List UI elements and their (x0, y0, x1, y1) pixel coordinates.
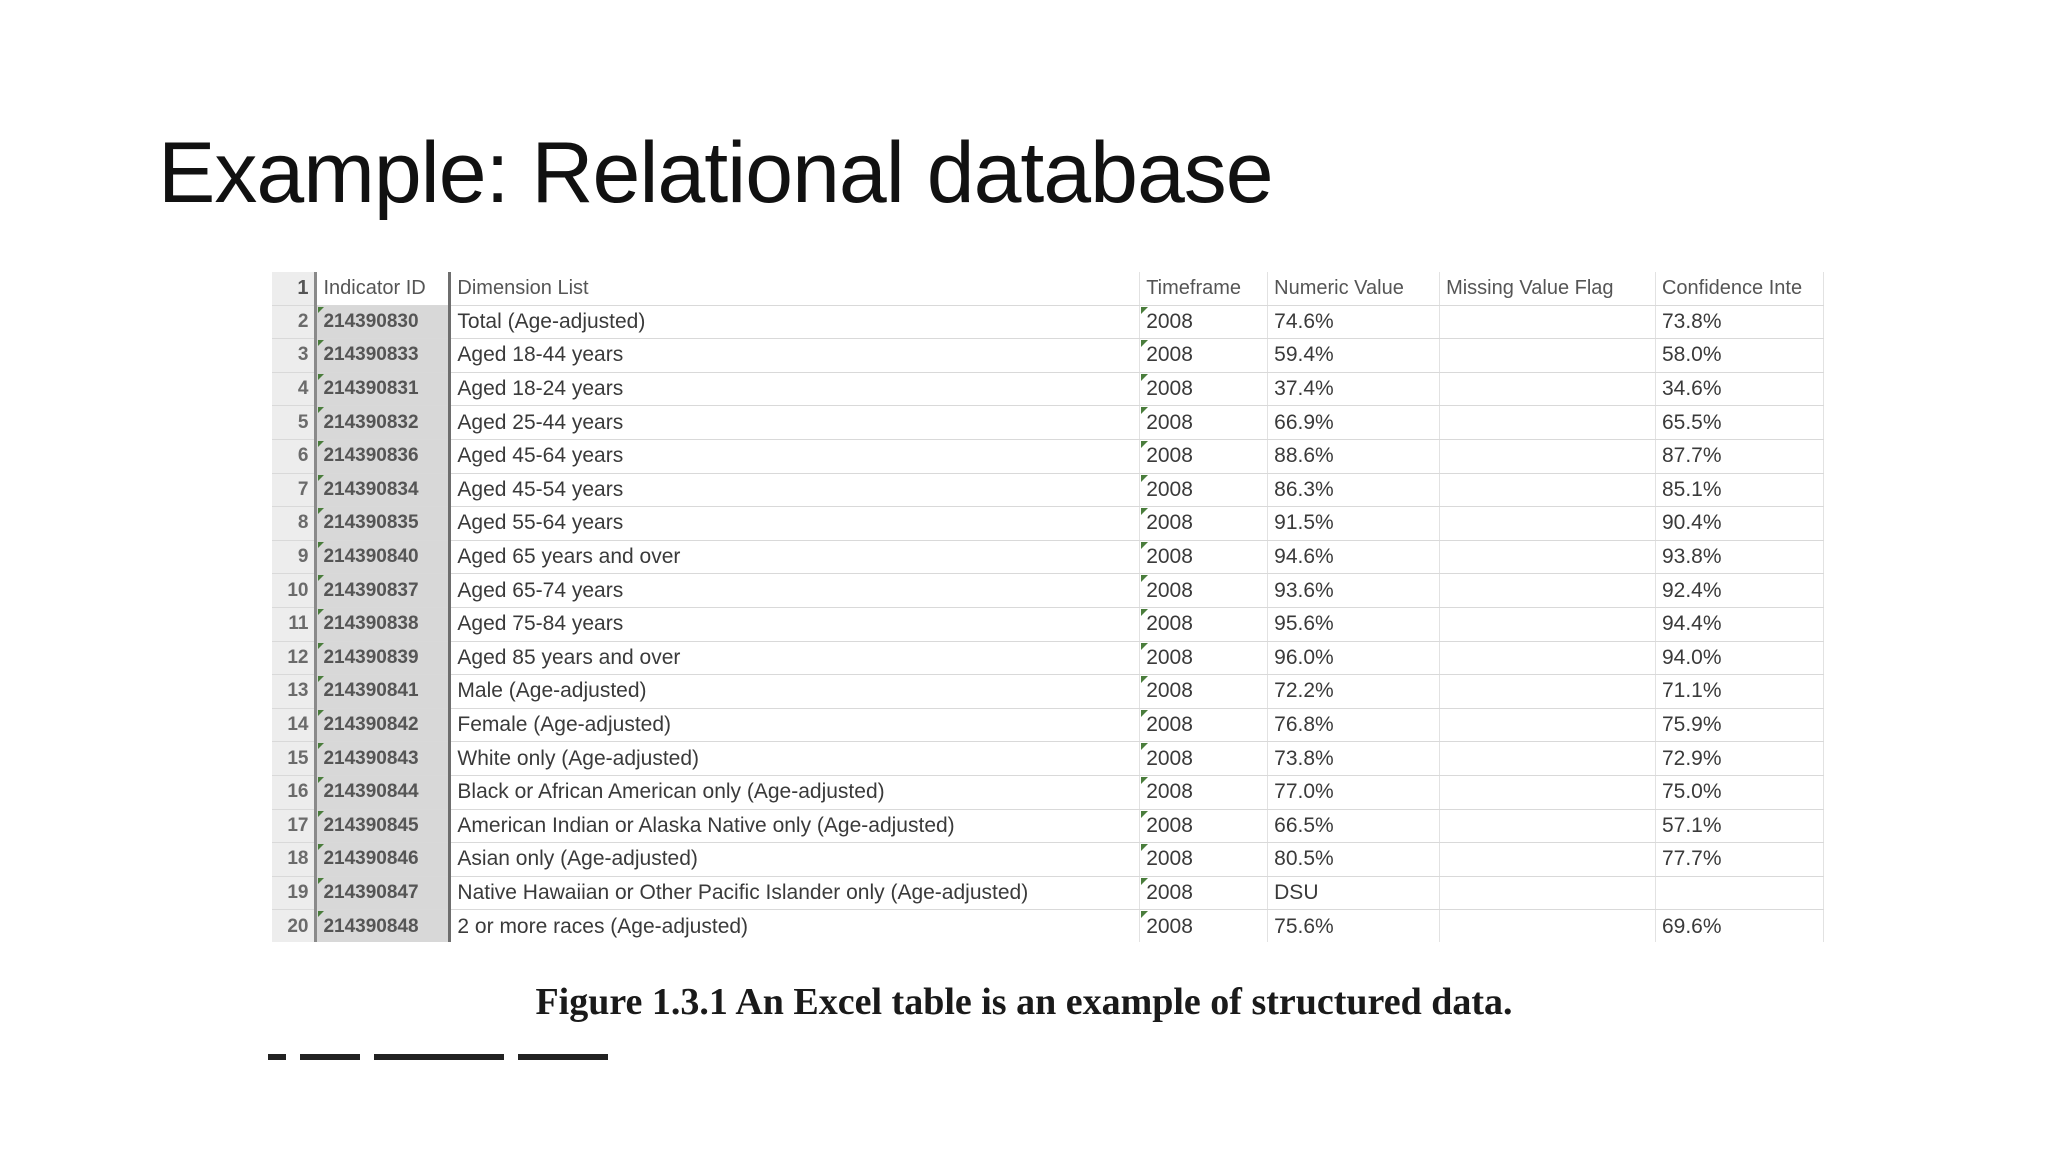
missing-value-flag-cell (1440, 708, 1656, 742)
missing-value-flag-cell (1440, 775, 1656, 809)
indicator-id-cell: 214390837 (316, 574, 450, 608)
timeframe-cell: 2008 (1140, 406, 1268, 440)
table-row (272, 507, 1824, 541)
dimension-cell: Asian only (Age-adjusted) (450, 843, 1140, 877)
dimension-cell: Female (Age-adjusted) (450, 708, 1140, 742)
column-header-missing-value-flag: Missing Value Flag (1440, 272, 1656, 305)
missing-value-flag-cell (1440, 473, 1656, 507)
table-row (272, 607, 1824, 641)
table-row (272, 809, 1824, 843)
slide-title: Example: Relational database (158, 125, 1273, 221)
table-row (272, 876, 1824, 910)
spreadsheet-figure (272, 272, 1824, 942)
row-number: 10 (272, 574, 316, 608)
timeframe-cell: 2008 (1140, 708, 1268, 742)
missing-value-flag-cell (1440, 876, 1656, 910)
dimension-cell: Aged 25-44 years (450, 406, 1140, 440)
column-header-dimension-list: Dimension List (450, 272, 1140, 305)
numeric-value-cell: 75.6% (1268, 910, 1440, 942)
numeric-value-cell: 88.6% (1268, 439, 1440, 473)
column-header-indicator-id: Indicator ID (316, 272, 450, 305)
timeframe-cell: 2008 (1140, 305, 1268, 339)
header-row (272, 272, 1824, 305)
missing-value-flag-cell (1440, 372, 1656, 406)
dimension-cell: Aged 85 years and over (450, 641, 1140, 675)
cropped-text-fragment (268, 1054, 688, 1062)
timeframe-cell: 2008 (1140, 473, 1268, 507)
numeric-value-cell: 37.4% (1268, 372, 1440, 406)
missing-value-flag-cell (1440, 339, 1656, 373)
indicator-id-cell: 214390836 (316, 439, 450, 473)
indicator-id-cell: 214390843 (316, 742, 450, 776)
missing-value-flag-cell (1440, 305, 1656, 339)
column-header-timeframe: Timeframe (1140, 272, 1268, 305)
indicator-id-cell: 214390842 (316, 708, 450, 742)
indicator-id-cell: 214390846 (316, 843, 450, 877)
row-number: 4 (272, 372, 316, 406)
table-row (272, 775, 1824, 809)
confidence-interval-cell: 93.8% (1655, 540, 1823, 574)
table-row (272, 641, 1824, 675)
numeric-value-cell: 94.6% (1268, 540, 1440, 574)
confidence-interval-cell: 87.7% (1655, 439, 1823, 473)
numeric-value-cell: 77.0% (1268, 775, 1440, 809)
row-number: 9 (272, 540, 316, 574)
row-number: 18 (272, 843, 316, 877)
timeframe-cell: 2008 (1140, 910, 1268, 942)
row-number: 17 (272, 809, 316, 843)
dimension-cell: Aged 45-54 years (450, 473, 1140, 507)
column-header-confidence-interval: Confidence Inte (1655, 272, 1823, 305)
dimension-cell: Aged 65 years and over (450, 540, 1140, 574)
indicator-id-cell: 214390847 (316, 876, 450, 910)
timeframe-cell: 2008 (1140, 775, 1268, 809)
indicator-id-cell: 214390830 (316, 305, 450, 339)
timeframe-cell: 2008 (1140, 339, 1268, 373)
timeframe-cell: 2008 (1140, 574, 1268, 608)
numeric-value-cell: 95.6% (1268, 607, 1440, 641)
table-row (272, 910, 1824, 942)
confidence-interval-cell: 92.4% (1655, 574, 1823, 608)
table-row (272, 406, 1824, 440)
timeframe-cell: 2008 (1140, 876, 1268, 910)
confidence-interval-cell: 94.4% (1655, 607, 1823, 641)
table-row (272, 439, 1824, 473)
confidence-interval-cell: 57.1% (1655, 809, 1823, 843)
missing-value-flag-cell (1440, 843, 1656, 877)
confidence-interval-cell (1655, 876, 1823, 910)
confidence-interval-cell: 65.5% (1655, 406, 1823, 440)
indicator-id-cell: 214390838 (316, 607, 450, 641)
indicator-id-cell: 214390835 (316, 507, 450, 541)
row-number: 3 (272, 339, 316, 373)
timeframe-cell: 2008 (1140, 742, 1268, 776)
row-number: 13 (272, 675, 316, 709)
row-number: 15 (272, 742, 316, 776)
dimension-cell: Male (Age-adjusted) (450, 675, 1140, 709)
row-number: 5 (272, 406, 316, 440)
confidence-interval-cell: 73.8% (1655, 305, 1823, 339)
indicator-id-cell: 214390840 (316, 540, 450, 574)
row-number: 8 (272, 507, 316, 541)
row-number: 20 (272, 910, 316, 942)
confidence-interval-cell: 58.0% (1655, 339, 1823, 373)
indicator-id-cell: 214390833 (316, 339, 450, 373)
spreadsheet-table (272, 272, 1824, 942)
missing-value-flag-cell (1440, 439, 1656, 473)
row-number: 11 (272, 607, 316, 641)
dimension-cell: Black or African American only (Age-adjusted) (450, 775, 1140, 809)
indicator-id-cell: 214390831 (316, 372, 450, 406)
missing-value-flag-cell (1440, 540, 1656, 574)
missing-value-flag-cell (1440, 607, 1656, 641)
numeric-value-cell: 76.8% (1268, 708, 1440, 742)
figure-caption: Figure 1.3.1 An Excel table is an example of structured data. (535, 981, 1513, 1023)
numeric-value-cell: 66.5% (1268, 809, 1440, 843)
dimension-cell: Aged 75-84 years (450, 607, 1140, 641)
dimension-cell: American Indian or Alaska Native only (Age-adjusted) (450, 809, 1140, 843)
table-row (272, 305, 1824, 339)
indicator-id-cell: 214390848 (316, 910, 450, 942)
indicator-id-cell: 214390845 (316, 809, 450, 843)
numeric-value-cell: 86.3% (1268, 473, 1440, 507)
column-header-numeric-value: Numeric Value (1268, 272, 1440, 305)
missing-value-flag-cell (1440, 406, 1656, 440)
table-row (272, 708, 1824, 742)
dimension-cell: Aged 45-64 years (450, 439, 1140, 473)
confidence-interval-cell: 85.1% (1655, 473, 1823, 507)
dimension-cell: Aged 65-74 years (450, 574, 1140, 608)
table-row (272, 574, 1824, 608)
numeric-value-cell: DSU (1268, 876, 1440, 910)
timeframe-cell: 2008 (1140, 843, 1268, 877)
confidence-interval-cell: 71.1% (1655, 675, 1823, 709)
missing-value-flag-cell (1440, 641, 1656, 675)
missing-value-flag-cell (1440, 675, 1656, 709)
indicator-id-cell: 214390832 (316, 406, 450, 440)
confidence-interval-cell: 75.0% (1655, 775, 1823, 809)
indicator-id-cell: 214390839 (316, 641, 450, 675)
missing-value-flag-cell (1440, 742, 1656, 776)
indicator-id-cell: 214390841 (316, 675, 450, 709)
table-row (272, 540, 1824, 574)
timeframe-cell: 2008 (1140, 507, 1268, 541)
missing-value-flag-cell (1440, 809, 1656, 843)
dimension-cell: White only (Age-adjusted) (450, 742, 1140, 776)
dimension-cell: Total (Age-adjusted) (450, 305, 1140, 339)
confidence-interval-cell: 77.7% (1655, 843, 1823, 877)
dimension-cell: Native Hawaiian or Other Pacific Islander only (Age-adjusted) (450, 876, 1140, 910)
dimension-cell: 2 or more races (Age-adjusted) (450, 910, 1140, 942)
numeric-value-cell: 74.6% (1268, 305, 1440, 339)
numeric-value-cell: 80.5% (1268, 843, 1440, 877)
row-number: 16 (272, 775, 316, 809)
numeric-value-cell: 91.5% (1268, 507, 1440, 541)
timeframe-cell: 2008 (1140, 675, 1268, 709)
numeric-value-cell: 59.4% (1268, 339, 1440, 373)
row-number: 1 (272, 272, 316, 305)
numeric-value-cell: 66.9% (1268, 406, 1440, 440)
timeframe-cell: 2008 (1140, 439, 1268, 473)
table-row (272, 675, 1824, 709)
confidence-interval-cell: 75.9% (1655, 708, 1823, 742)
numeric-value-cell: 73.8% (1268, 742, 1440, 776)
numeric-value-cell: 93.6% (1268, 574, 1440, 608)
confidence-interval-cell: 34.6% (1655, 372, 1823, 406)
table-row (272, 473, 1824, 507)
confidence-interval-cell: 69.6% (1655, 910, 1823, 942)
confidence-interval-cell: 72.9% (1655, 742, 1823, 776)
timeframe-cell: 2008 (1140, 372, 1268, 406)
dimension-cell: Aged 18-44 years (450, 339, 1140, 373)
table-row (272, 339, 1824, 373)
dimension-cell: Aged 55-64 years (450, 507, 1140, 541)
indicator-id-cell: 214390844 (316, 775, 450, 809)
table-row (272, 372, 1824, 406)
missing-value-flag-cell (1440, 574, 1656, 608)
row-number: 6 (272, 439, 316, 473)
timeframe-cell: 2008 (1140, 641, 1268, 675)
dimension-cell: Aged 18-24 years (450, 372, 1140, 406)
timeframe-cell: 2008 (1140, 540, 1268, 574)
table-row (272, 843, 1824, 877)
timeframe-cell: 2008 (1140, 809, 1268, 843)
row-number: 14 (272, 708, 316, 742)
confidence-interval-cell: 94.0% (1655, 641, 1823, 675)
missing-value-flag-cell (1440, 507, 1656, 541)
table-row (272, 742, 1824, 776)
confidence-interval-cell: 90.4% (1655, 507, 1823, 541)
indicator-id-cell: 214390834 (316, 473, 450, 507)
missing-value-flag-cell (1440, 910, 1656, 942)
row-number: 7 (272, 473, 316, 507)
row-number: 19 (272, 876, 316, 910)
numeric-value-cell: 72.2% (1268, 675, 1440, 709)
row-number: 2 (272, 305, 316, 339)
timeframe-cell: 2008 (1140, 607, 1268, 641)
numeric-value-cell: 96.0% (1268, 641, 1440, 675)
row-number: 12 (272, 641, 316, 675)
